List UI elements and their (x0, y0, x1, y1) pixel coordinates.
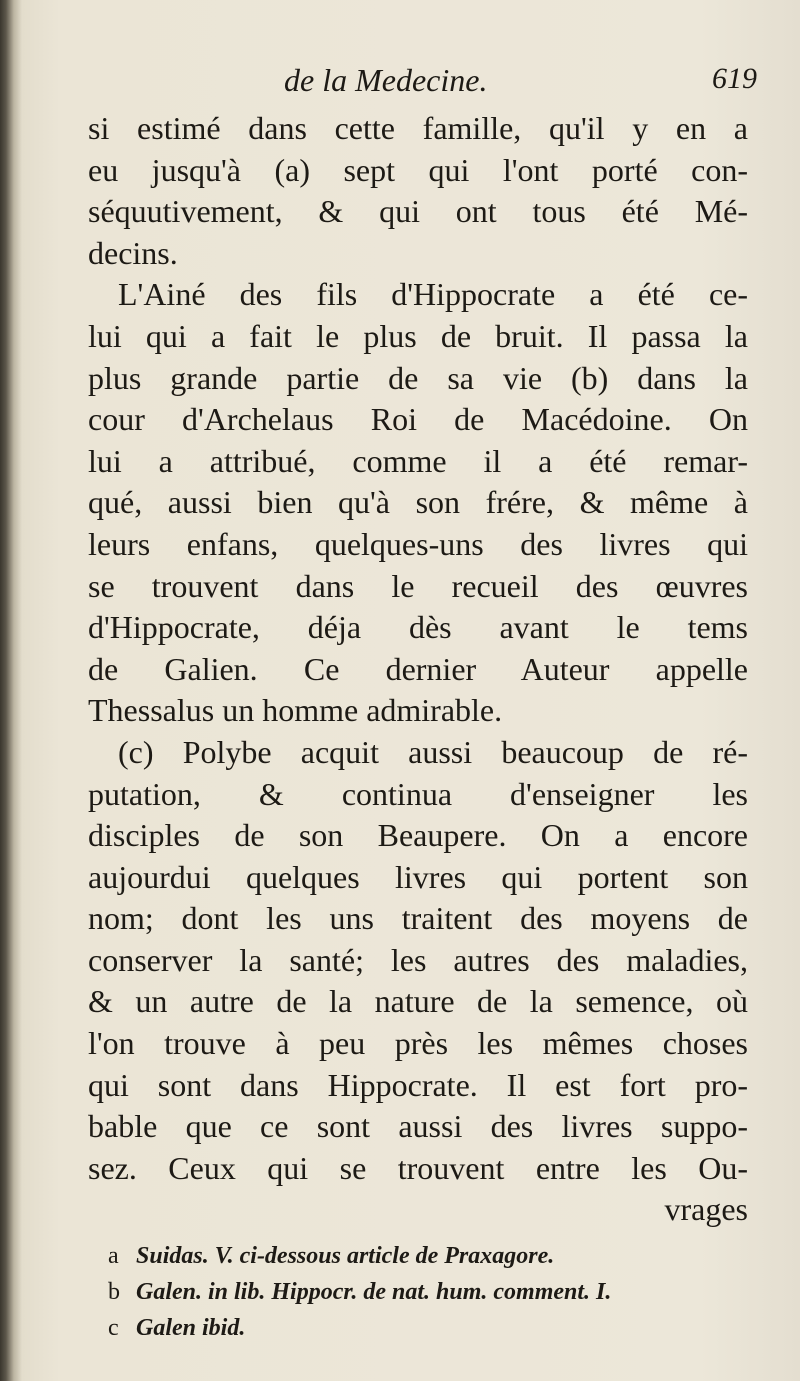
text-line: eu jusqu'à (a) sept qui l'ont porté con- (88, 151, 748, 188)
text-line: bable que ce sont aussi des livres suppo- (88, 1108, 748, 1145)
text-line: si estimé dans cette famille, qu'il y en a (88, 110, 748, 146)
footnote-text: Galen. in lib. Hippocr. de nat. hum. comment. I. (136, 1279, 612, 1305)
text-line: l'on trouve à peu près les mêmes choses (88, 1025, 748, 1062)
page-header (0, 62, 800, 102)
footnote-text: Suidas. V. ci-dessous article de Praxagore. (136, 1243, 555, 1269)
text-line: aujourdui quelques livres qui portent son (88, 858, 748, 895)
footnote-text: Galen ibid. (136, 1315, 246, 1341)
text-line: se trouvent dans le recueil des œuvres (88, 567, 748, 604)
text-line: decins. (88, 234, 178, 271)
footnote-mark: a (108, 1243, 119, 1269)
footnotes (108, 1238, 748, 1346)
text-line: d'Hippocrate, déja dès avant le tems (88, 609, 748, 646)
text-line: vrages (664, 1191, 748, 1228)
text-line: disciples de son Beaupere. On a encore (88, 817, 748, 854)
text-line: plus grande partie de sa vie (b) dans la (88, 359, 748, 396)
text-line: Thessalus un homme admirable. (88, 692, 503, 729)
text-line: sez. Ceux qui se trouvent entre les Ou- (88, 1149, 748, 1186)
text-line: séquutivement, & qui ont tous été Mé- (88, 193, 748, 230)
text-line: (c) Polybe acquit aussi beaucoup de ré- (118, 733, 748, 770)
footnote (108, 1310, 748, 1346)
text-line: putation, & continua d'enseigner les (88, 775, 748, 812)
text-line: lui a attribué, comme il a été remar- (88, 442, 748, 479)
book-gutter (0, 0, 22, 1381)
text-line: leurs enfans, quelques-uns des livres qui (88, 525, 748, 562)
text-line: conserver la santé; les autres des maladies, (88, 941, 748, 978)
text-line: de Galien. Ce dernier Auteur appelle (88, 650, 748, 687)
text-line: cour d'Archelaus Roi de Macédoine. On (88, 401, 748, 438)
text-line: lui qui a fait le plus de bruit. Il passa la (88, 317, 748, 354)
text-line: & un autre de la nature de la semence, où (88, 983, 748, 1020)
text-line: qué, aussi bien qu'à son frére, & même à (88, 484, 748, 521)
footnote (108, 1238, 748, 1274)
text-line: qui sont dans Hippocrate. Il est fort pro- (88, 1066, 748, 1103)
page-number: 619 (712, 62, 757, 95)
footnote-mark: c (108, 1315, 119, 1341)
body-text (88, 108, 748, 1231)
text-line: nom; dont les uns traitent des moyens de (88, 900, 748, 937)
footnote (108, 1274, 748, 1310)
footnote-mark: b (108, 1279, 120, 1305)
text-line: L'Ainé des fils d'Hippocrate a été ce- (118, 276, 748, 313)
running-title: de la Medecine. (284, 62, 488, 98)
